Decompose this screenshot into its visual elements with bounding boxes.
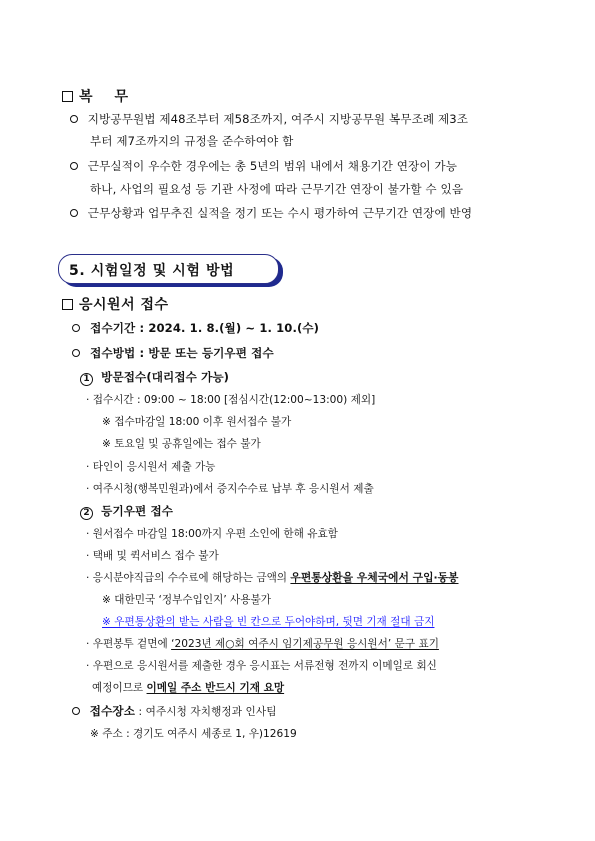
duty-heading: 복 무 (62, 86, 129, 106)
application-place: 접수장소 : 여주시청 자치행정과 인사팀 (72, 703, 277, 719)
visit-fee: · 여주시청(행복민원과)에서 증지수수료 납부 후 응시원서 제출 (86, 483, 374, 495)
checkbox-square-icon (62, 299, 73, 310)
duty-item-2: 근무실적이 우수한 경우에는 총 5년의 범위 내에서 채용기간 연장이 가능 (70, 158, 457, 174)
bullet-circle-icon (72, 349, 80, 357)
duty-item-2-cont: 하나, 사업의 필요성 등 기관 사정에 따라 근무기간 연장이 불가할 수 있음 (90, 182, 464, 196)
bullet-circle-icon (70, 209, 78, 217)
application-method: 접수방법 : 방문 또는 등기우편 접수 (72, 345, 274, 361)
bullet-circle-icon (70, 115, 78, 123)
mail-stamp-note: ※ 대한민국 ‘정부수입인지’ 사용불가 (102, 594, 271, 606)
application-address: ※ 주소 : 경기도 여주시 세종로 1, 우)12619 (90, 728, 297, 740)
bullet-circle-icon (70, 162, 78, 170)
visit-proxy: · 타인이 응시원서 제출 가능 (86, 461, 216, 473)
mail-blank-note: ※ 우편통상환의 받는 사람을 빈 칸으로 두어야하며, 뒷면 기재 절대 금지 (102, 616, 435, 628)
bullet-circle-icon (72, 324, 80, 332)
circled-number-2: 2 (80, 507, 93, 520)
visit-note-holiday: ※ 토요일 및 공휴일에는 접수 불가 (102, 438, 261, 450)
mail-fee-emphasis: 우편통상환을 우체국에서 구입·동봉 (290, 571, 459, 584)
mail-title: 2 등기우편 접수 (80, 503, 173, 520)
visit-hours: · 접수시간 : 09:00 ~ 18:00 [점심시간(12:00~13:00) 제외] (86, 394, 376, 406)
mail-fee: · 응시분야직급의 수수료에 해당하는 금액의 우편통상환을 우체국에서 구입·동봉 (86, 571, 459, 584)
duty-item-1: 지방공무원법 제48조부터 제58조까지, 여주시 지방공무원 복무조례 제3조 (70, 111, 468, 127)
circled-number-1: 1 (80, 373, 93, 386)
mail-envelope-text: ‘2023년 제○회 여주시 임기제공무원 응시원서’ 문구 표기 (171, 638, 439, 650)
bullet-circle-icon (72, 707, 80, 715)
section-5-banner (58, 254, 279, 284)
checkbox-square-icon (62, 91, 73, 102)
visit-note-deadline: ※ 접수마감일 18:00 이후 원서접수 불가 (102, 416, 292, 428)
mail-envelope: · 우편봉투 겉면에 ‘2023년 제○회 여주시 임기제공무원 응시원서’ 문구 표기 (86, 638, 439, 650)
mail-email-line2: 예정이므로 이메일 주소 반드시 기재 요망 (92, 682, 285, 694)
mail-email-line1: · 우편으로 응시원서를 제출한 경우 응시표는 서류전형 전까지 이메일로 회신 (86, 660, 437, 672)
section-5-title: 5. 시험일정 및 시험 방법 (69, 263, 235, 279)
duty-item-1-cont: 부터 제7조까지의 규정을 준수하여야 함 (90, 134, 294, 148)
mail-courier: · 택배 및 퀵서비스 접수 불가 (86, 550, 219, 562)
application-heading: 응시원서 접수 (62, 294, 169, 314)
mail-valid: · 원서접수 마감일 18:00까지 우편 소인에 한해 유효함 (86, 528, 338, 540)
mail-email-emphasis: 이메일 주소 반드시 기재 요망 (146, 682, 285, 694)
visit-title: 1 방문접수(대리접수 가능) (80, 369, 229, 386)
duty-item-3: 근무상황과 업무추진 실적을 정기 또는 수시 평가하여 근무기간 연장에 반영 (70, 205, 472, 221)
application-period: 접수기간 : 2024. 1. 8.(월) ~ 1. 10.(수) (72, 320, 319, 336)
